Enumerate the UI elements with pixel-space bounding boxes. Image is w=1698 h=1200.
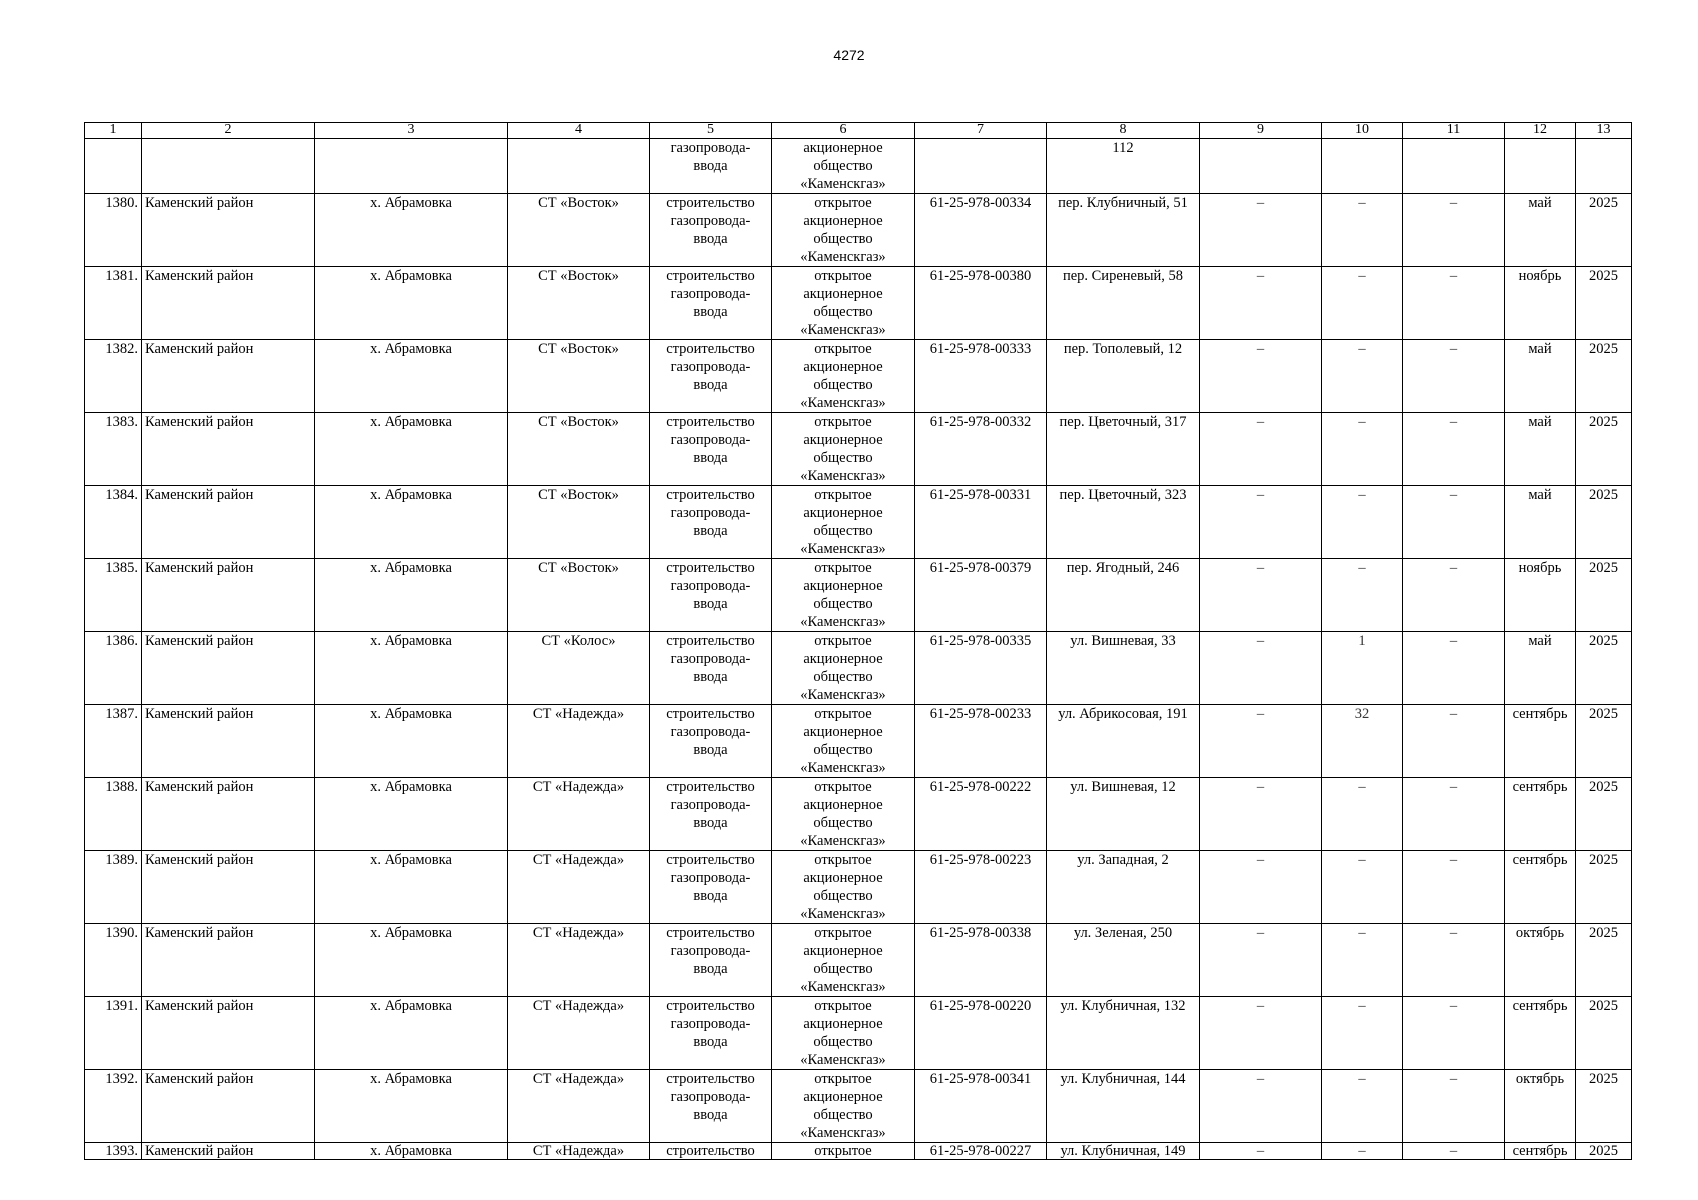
table-row (85, 413, 1632, 486)
society-cell: СТ «Восток» (508, 267, 650, 340)
month-cell: май (1505, 340, 1576, 413)
cell-col-2 (142, 139, 315, 194)
col9-cell: – (1200, 340, 1322, 413)
society-cell: СТ «Надежда» (508, 778, 650, 851)
object-code-cell: 61-25-978-00332 (915, 413, 1047, 486)
col11-cell: – (1403, 194, 1505, 267)
year-cell: 2025 (1576, 194, 1632, 267)
col9-cell: – (1200, 1070, 1322, 1143)
col11-cell: – (1403, 1070, 1505, 1143)
col10-cell: – (1322, 340, 1403, 413)
row-number: 1393. (85, 1143, 142, 1160)
organization-cell: открытое акционерное общество «Каменскгаз» (772, 851, 915, 924)
work-type-cell: строительство (650, 1143, 772, 1160)
cell-col-7 (915, 139, 1047, 194)
address-cell: ул. Вишневая, 12 (1047, 778, 1200, 851)
month-cell: сентябрь (1505, 997, 1576, 1070)
district-cell: Каменский район (142, 851, 315, 924)
cell-col-11 (1403, 139, 1505, 194)
address-cell: пер. Тополевый, 12 (1047, 340, 1200, 413)
col10-cell: – (1322, 267, 1403, 340)
object-code-cell: 61-25-978-00341 (915, 1070, 1047, 1143)
column-header-10: 10 (1322, 123, 1403, 139)
table-row (85, 632, 1632, 705)
address-cell: ул. Клубничная, 149 (1047, 1143, 1200, 1160)
continuation-row (85, 139, 1632, 194)
object-code-cell: 61-25-978-00335 (915, 632, 1047, 705)
month-cell: сентябрь (1505, 851, 1576, 924)
district-cell: Каменский район (142, 413, 315, 486)
work-type-cell: строительство газопровода- ввода (650, 486, 772, 559)
address-cell: пер. Цветочный, 323 (1047, 486, 1200, 559)
work-type-cell: строительство газопровода- ввода (650, 340, 772, 413)
month-cell: май (1505, 413, 1576, 486)
locality-cell: х. Абрамовка (315, 851, 508, 924)
address-cell: пер. Сиреневый, 58 (1047, 267, 1200, 340)
work-type-cell: строительство газопровода- ввода (650, 851, 772, 924)
col9-cell: – (1200, 194, 1322, 267)
column-header-8: 8 (1047, 123, 1200, 139)
society-cell: СТ «Восток» (508, 486, 650, 559)
organization-cell: открытое акционерное общество «Каменскгаз» (772, 413, 915, 486)
col11-cell: – (1403, 924, 1505, 997)
work-type-cell: строительство газопровода- ввода (650, 194, 772, 267)
address-cell: ул. Вишневая, 33 (1047, 632, 1200, 705)
cell-col-9 (1200, 139, 1322, 194)
cell-address-continuation: 112 (1047, 139, 1200, 194)
work-type-cell: строительство газопровода- ввода (650, 1070, 772, 1143)
row-number: 1390. (85, 924, 142, 997)
col11-cell: – (1403, 486, 1505, 559)
object-code-cell: 61-25-978-00334 (915, 194, 1047, 267)
organization-cell: открытое (772, 1143, 915, 1160)
work-type-cell: строительство газопровода- ввода (650, 632, 772, 705)
object-code-cell: 61-25-978-00338 (915, 924, 1047, 997)
table-row (85, 705, 1632, 778)
col10-cell: – (1322, 778, 1403, 851)
column-header-12: 12 (1505, 123, 1576, 139)
organization-cell: открытое акционерное общество «Каменскгаз» (772, 778, 915, 851)
address-cell: пер. Цветочный, 317 (1047, 413, 1200, 486)
col11-cell: – (1403, 997, 1505, 1070)
organization-cell: открытое акционерное общество «Каменскгаз» (772, 267, 915, 340)
row-number: 1385. (85, 559, 142, 632)
locality-cell: х. Абрамовка (315, 778, 508, 851)
year-cell: 2025 (1576, 559, 1632, 632)
column-header-1: 1 (85, 123, 142, 139)
month-cell: сентябрь (1505, 705, 1576, 778)
row-number: 1382. (85, 340, 142, 413)
year-cell: 2025 (1576, 778, 1632, 851)
col10-cell: 32 (1322, 705, 1403, 778)
society-cell: СТ «Надежда» (508, 705, 650, 778)
table-row (85, 851, 1632, 924)
locality-cell: х. Абрамовка (315, 486, 508, 559)
work-type-cell: строительство газопровода- ввода (650, 705, 772, 778)
table-row (85, 1143, 1632, 1160)
year-cell: 2025 (1576, 924, 1632, 997)
locality-cell: х. Абрамовка (315, 194, 508, 267)
locality-cell: х. Абрамовка (315, 997, 508, 1070)
col10-cell: – (1322, 1143, 1403, 1160)
object-code-cell: 61-25-978-00333 (915, 340, 1047, 413)
society-cell: СТ «Восток» (508, 559, 650, 632)
col11-cell: – (1403, 559, 1505, 632)
column-header-11: 11 (1403, 123, 1505, 139)
col11-cell: – (1403, 778, 1505, 851)
col11-cell: – (1403, 851, 1505, 924)
col9-cell: – (1200, 997, 1322, 1070)
row-number: 1392. (85, 1070, 142, 1143)
society-cell: СТ «Восток» (508, 340, 650, 413)
table-row (85, 778, 1632, 851)
address-cell: ул. Западная, 2 (1047, 851, 1200, 924)
work-type-cell: строительство газопровода- ввода (650, 413, 772, 486)
locality-cell: х. Абрамовка (315, 924, 508, 997)
year-cell: 2025 (1576, 267, 1632, 340)
object-code-cell: 61-25-978-00233 (915, 705, 1047, 778)
col10-cell: – (1322, 413, 1403, 486)
month-cell: октябрь (1505, 924, 1576, 997)
district-cell: Каменский район (142, 924, 315, 997)
organization-cell: открытое акционерное общество «Каменскгаз» (772, 194, 915, 267)
work-type-cell: строительство газопровода- ввода (650, 559, 772, 632)
object-code-cell: 61-25-978-00220 (915, 997, 1047, 1070)
organization-cell: открытое акционерное общество «Каменскгаз» (772, 559, 915, 632)
row-number: 1384. (85, 486, 142, 559)
district-cell: Каменский район (142, 632, 315, 705)
table-row (85, 340, 1632, 413)
row-number: 1380. (85, 194, 142, 267)
col11-cell: – (1403, 413, 1505, 486)
col10-cell: – (1322, 851, 1403, 924)
column-header-2: 2 (142, 123, 315, 139)
col9-cell: – (1200, 851, 1322, 924)
district-cell: Каменский район (142, 705, 315, 778)
district-cell: Каменский район (142, 486, 315, 559)
table-row (85, 997, 1632, 1070)
year-cell: 2025 (1576, 632, 1632, 705)
row-number: 1386. (85, 632, 142, 705)
work-type-cell: строительство газопровода- ввода (650, 997, 772, 1070)
column-number-header (85, 123, 1632, 139)
table-row (85, 486, 1632, 559)
column-header-4: 4 (508, 123, 650, 139)
society-cell: СТ «Восток» (508, 413, 650, 486)
cell-col-12 (1505, 139, 1576, 194)
col9-cell: – (1200, 1143, 1322, 1160)
col10-cell: – (1322, 1070, 1403, 1143)
society-cell: СТ «Надежда» (508, 851, 650, 924)
col9-cell: – (1200, 924, 1322, 997)
year-cell: 2025 (1576, 1143, 1632, 1160)
organization-cell: открытое акционерное общество «Каменскгаз» (772, 1070, 915, 1143)
district-cell: Каменский район (142, 194, 315, 267)
row-number: 1388. (85, 778, 142, 851)
object-code-cell: 61-25-978-00222 (915, 778, 1047, 851)
col11-cell: – (1403, 705, 1505, 778)
month-cell: май (1505, 486, 1576, 559)
district-cell: Каменский район (142, 997, 315, 1070)
locality-cell: х. Абрамовка (315, 1143, 508, 1160)
table-row (85, 267, 1632, 340)
cell-work-continuation: газопровода- ввода (650, 139, 772, 194)
locality-cell: х. Абрамовка (315, 267, 508, 340)
cell-col-10 (1322, 139, 1403, 194)
col9-cell: – (1200, 486, 1322, 559)
locality-cell: х. Абрамовка (315, 559, 508, 632)
col9-cell: – (1200, 267, 1322, 340)
month-cell: ноябрь (1505, 267, 1576, 340)
organization-cell: открытое акционерное общество «Каменскгаз» (772, 340, 915, 413)
month-cell: сентябрь (1505, 778, 1576, 851)
month-cell: октябрь (1505, 1070, 1576, 1143)
col10-cell: 1 (1322, 632, 1403, 705)
year-cell: 2025 (1576, 705, 1632, 778)
col9-cell: – (1200, 559, 1322, 632)
col10-cell: – (1322, 486, 1403, 559)
column-header-6: 6 (772, 123, 915, 139)
object-code-cell: 61-25-978-00379 (915, 559, 1047, 632)
address-cell: ул. Клубничная, 144 (1047, 1070, 1200, 1143)
society-cell: СТ «Надежда» (508, 1070, 650, 1143)
col11-cell: – (1403, 632, 1505, 705)
table-row (85, 559, 1632, 632)
address-cell: пер. Ягодный, 246 (1047, 559, 1200, 632)
locality-cell: х. Абрамовка (315, 340, 508, 413)
month-cell: май (1505, 194, 1576, 267)
col9-cell: – (1200, 632, 1322, 705)
society-cell: СТ «Колос» (508, 632, 650, 705)
cell-col-3 (315, 139, 508, 194)
district-cell: Каменский район (142, 1070, 315, 1143)
work-type-cell: строительство газопровода- ввода (650, 778, 772, 851)
society-cell: СТ «Надежда» (508, 1143, 650, 1160)
col10-cell: – (1322, 559, 1403, 632)
table-row (85, 194, 1632, 267)
object-code-cell: 61-25-978-00380 (915, 267, 1047, 340)
row-number: 1387. (85, 705, 142, 778)
year-cell: 2025 (1576, 486, 1632, 559)
organization-cell: открытое акционерное общество «Каменскгаз» (772, 924, 915, 997)
society-cell: СТ «Восток» (508, 194, 650, 267)
locality-cell: х. Абрамовка (315, 705, 508, 778)
district-cell: Каменский район (142, 778, 315, 851)
table-body (85, 139, 1632, 1160)
column-header-9: 9 (1200, 123, 1322, 139)
year-cell: 2025 (1576, 851, 1632, 924)
col10-cell: – (1322, 997, 1403, 1070)
col10-cell: – (1322, 924, 1403, 997)
cell-col-1 (85, 139, 142, 194)
table-row (85, 1070, 1632, 1143)
district-cell: Каменский район (142, 267, 315, 340)
address-cell: ул. Клубничная, 132 (1047, 997, 1200, 1070)
row-number: 1389. (85, 851, 142, 924)
work-type-cell: строительство газопровода- ввода (650, 924, 772, 997)
cell-org-continuation: акционерное общество «Каменскгаз» (772, 139, 915, 194)
society-cell: СТ «Надежда» (508, 924, 650, 997)
column-header-5: 5 (650, 123, 772, 139)
address-cell: ул. Зеленая, 250 (1047, 924, 1200, 997)
object-code-cell: 61-25-978-00331 (915, 486, 1047, 559)
col11-cell: – (1403, 267, 1505, 340)
organization-cell: открытое акционерное общество «Каменскгаз» (772, 705, 915, 778)
object-code-cell: 61-25-978-00223 (915, 851, 1047, 924)
year-cell: 2025 (1576, 413, 1632, 486)
locality-cell: х. Абрамовка (315, 632, 508, 705)
cell-col-13 (1576, 139, 1632, 194)
page-number: 4272 (833, 47, 865, 63)
row-number: 1381. (85, 267, 142, 340)
row-number: 1391. (85, 997, 142, 1070)
col11-cell: – (1403, 1143, 1505, 1160)
organization-cell: открытое акционерное общество «Каменскгаз» (772, 632, 915, 705)
district-cell: Каменский район (142, 559, 315, 632)
col9-cell: – (1200, 413, 1322, 486)
col11-cell: – (1403, 340, 1505, 413)
column-header-3: 3 (315, 123, 508, 139)
month-cell: ноябрь (1505, 559, 1576, 632)
column-header-7: 7 (915, 123, 1047, 139)
gas-pipeline-registry-table (84, 122, 1632, 1160)
col9-cell: – (1200, 705, 1322, 778)
address-cell: ул. Абрикосовая, 191 (1047, 705, 1200, 778)
column-header-13: 13 (1576, 123, 1632, 139)
object-code-cell: 61-25-978-00227 (915, 1143, 1047, 1160)
society-cell: СТ «Надежда» (508, 997, 650, 1070)
district-cell: Каменский район (142, 1143, 315, 1160)
district-cell: Каменский район (142, 340, 315, 413)
year-cell: 2025 (1576, 1070, 1632, 1143)
locality-cell: х. Абрамовка (315, 1070, 508, 1143)
organization-cell: открытое акционерное общество «Каменскгаз» (772, 997, 915, 1070)
table-row (85, 924, 1632, 997)
address-cell: пер. Клубничный, 51 (1047, 194, 1200, 267)
cell-col-4 (508, 139, 650, 194)
row-number: 1383. (85, 413, 142, 486)
col9-cell: – (1200, 778, 1322, 851)
col10-cell: – (1322, 194, 1403, 267)
work-type-cell: строительство газопровода- ввода (650, 267, 772, 340)
year-cell: 2025 (1576, 997, 1632, 1070)
month-cell: май (1505, 632, 1576, 705)
locality-cell: х. Абрамовка (315, 413, 508, 486)
organization-cell: открытое акционерное общество «Каменскгаз» (772, 486, 915, 559)
month-cell: сентябрь (1505, 1143, 1576, 1160)
year-cell: 2025 (1576, 340, 1632, 413)
